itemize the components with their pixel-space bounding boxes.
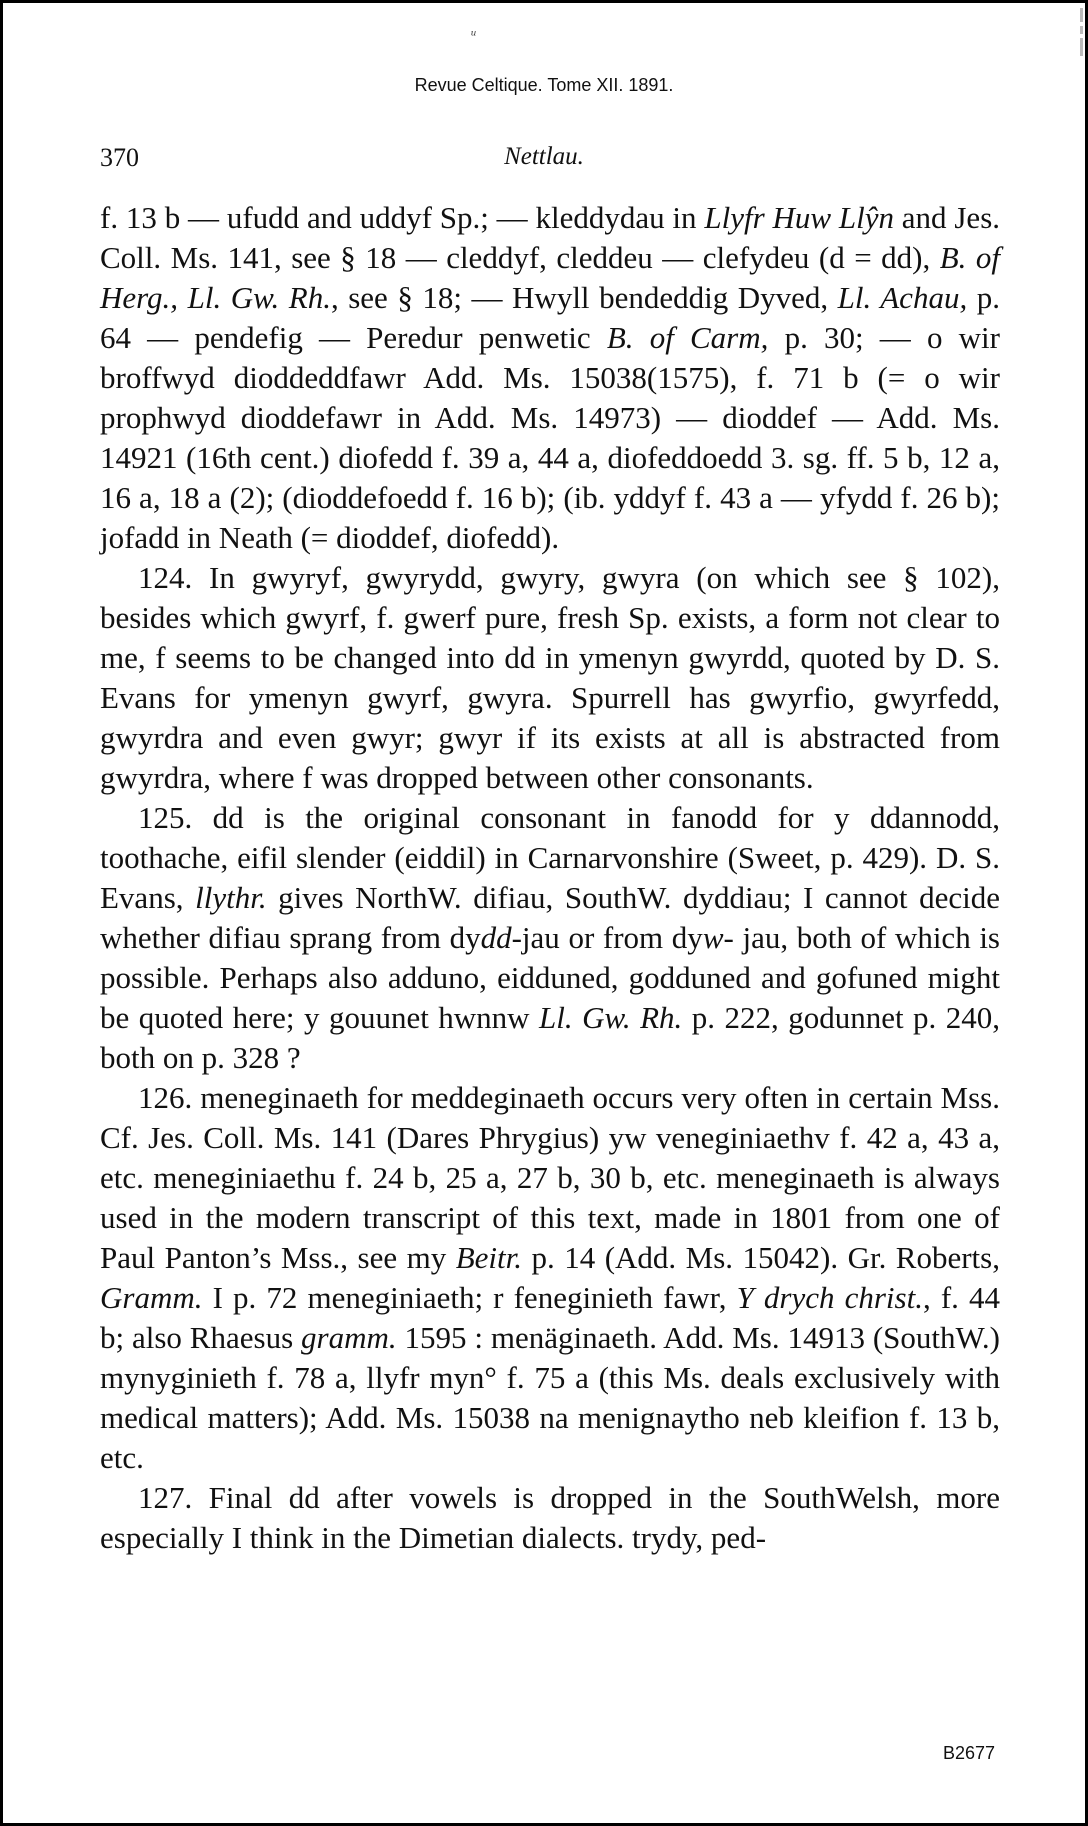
italic-run: gramm. (301, 1320, 397, 1355)
document-tag: B2677 (942, 1743, 995, 1763)
running-head: Nettlau. (504, 143, 584, 170)
italic-run: Gramm. (100, 1280, 203, 1315)
paragraph-continuation (100, 198, 1000, 558)
text-run: , f. 44 b; also Rhaesus (100, 1280, 1001, 1355)
ink-mark: ᵘ (471, 28, 477, 44)
italic-run: Ll. Achau, (837, 280, 968, 315)
text-run: p. 14 (Add. Ms. 15042). Gr. Roberts, (522, 1240, 1000, 1275)
text-run: 126. meneginaeth for meddeginaeth occurs very often in certain Mss. Cf. Jes. Coll. Ms. 141 (Dares Phrygius) yw veneginiaethv f. 42 a, 43 a, etc. meneginiaethu f. 24 b, 25 a, 27 b, 30 b, etc. meneginaeth is always used in the modern transcript of this text, made in 1801 from one of Paul Panton’s Mss., see my (100, 1080, 1000, 1275)
paragraph-124 (100, 558, 1000, 798)
text-run: 127. Final dd after vowels is dropped in the SouthWelsh, more especially I think in the Dimetian dialects. trydy, ped- (100, 1480, 1000, 1555)
text-run: I p. 72 meneginiaeth; r feneginieth fawr, (202, 1280, 737, 1315)
paragraph-127 (100, 1478, 1000, 1558)
italic-run: w (702, 920, 724, 955)
text-run: 125. dd is the original consonant in fanodd for y ddannodd, toothache, eifil slender (eiddil) in Carnarvonshire (Sweet, p. 429). D. S. Evans, (100, 800, 1000, 915)
scan-edge-marks (1076, 4, 1086, 84)
text-run: 1595 : menäginaeth. Add. Ms. 14913 (SouthW.) mynyginieth f. 78 a, llyfr myn° f. 75 a (this Ms. deals exclusively with medical matters); Add. Ms. 15038 na menignaytho neb kleifion f. 13 b, etc. (100, 1320, 1001, 1475)
text-run: 124. In gwyryf, gwyrydd, gwyry, gwyra (on which see § 102), besides which gwyrf, f. gwerf pure, fresh Sp. exists, a form not clear to me, f seems to be changed into dd in ymenyn gwyrdd, quoted by D. S. Evans for ymenyn gwyrf, gwyra. Spurrell has gwyrfio, gwyrfedd, gwyrdra and even gwyr; gwyr if its exists at all is abstracted from gwyrdra, where f was dropped between other consonants. (100, 560, 1000, 795)
paragraph-126 (100, 1078, 1000, 1478)
text-run: p. 64 — pendefig — Peredur penwetic (100, 280, 1000, 355)
italic-run: dd (480, 920, 512, 955)
page-number: 370 (100, 143, 139, 172)
source-line: Revue Celtique. Tome XII. 1891. (414, 75, 674, 95)
text-run: gives NorthW. difiau, SouthW. dyddiau; I cannot decide whether difiau sprang from dy (100, 880, 1001, 955)
paragraph-125 (100, 798, 1000, 1078)
text-run: and Jes. Coll. Ms. 141, see § 18 — cleddyf, cleddeu — clefydeu (d = dd), (100, 200, 1001, 275)
text-run: - jau, both of which is possible. Perhaps also adduno, eidduned, godduned and gofuned might be quoted here; y gouunet hwnnw (100, 920, 1001, 1035)
italic-run: Llyfr Huw Llŷn (704, 200, 894, 235)
text-run: p. 30; — o wir broffwyd dioddeddfawr Add. Ms. 15038(1575), f. 71 b (= o wir prophwyd dioddefawr in Add. Ms. 14973) — dioddef — Add. Ms. 14921 (16th cent.) diofedd f. 39 a, 44 a, diofeddoedd 3. sg. ff. 5 b, 12 a, 16 a, 18 a (2); (dioddefoedd f. 16 b); (ib. yddyf f. 43 a — yfydd f. 26 b); jofadd in Neath (= dioddef, diofedd). (100, 320, 1000, 555)
text-run: p. 222, godunnet p. 240, both on p. 328 ? (100, 1000, 1001, 1075)
italic-run: B. of Carm, (606, 320, 769, 355)
italic-run: B. of Herg., Ll. Gw. Rh. (100, 240, 1000, 315)
italic-run: Y drych christ. (736, 1280, 923, 1315)
italic-run: llythr. (195, 880, 267, 915)
text-run: -jau or from dy (511, 920, 703, 955)
text-run: , see § 18; — Hwyll bendeddig Dyved, (330, 280, 838, 315)
body-text (100, 198, 1000, 1558)
text-run: f. 13 b — ufudd and uddyf Sp.; — kleddydau in (100, 200, 705, 235)
italic-run: Beitr. (455, 1240, 523, 1275)
italic-run: Ll. Gw. Rh. (539, 1000, 683, 1035)
